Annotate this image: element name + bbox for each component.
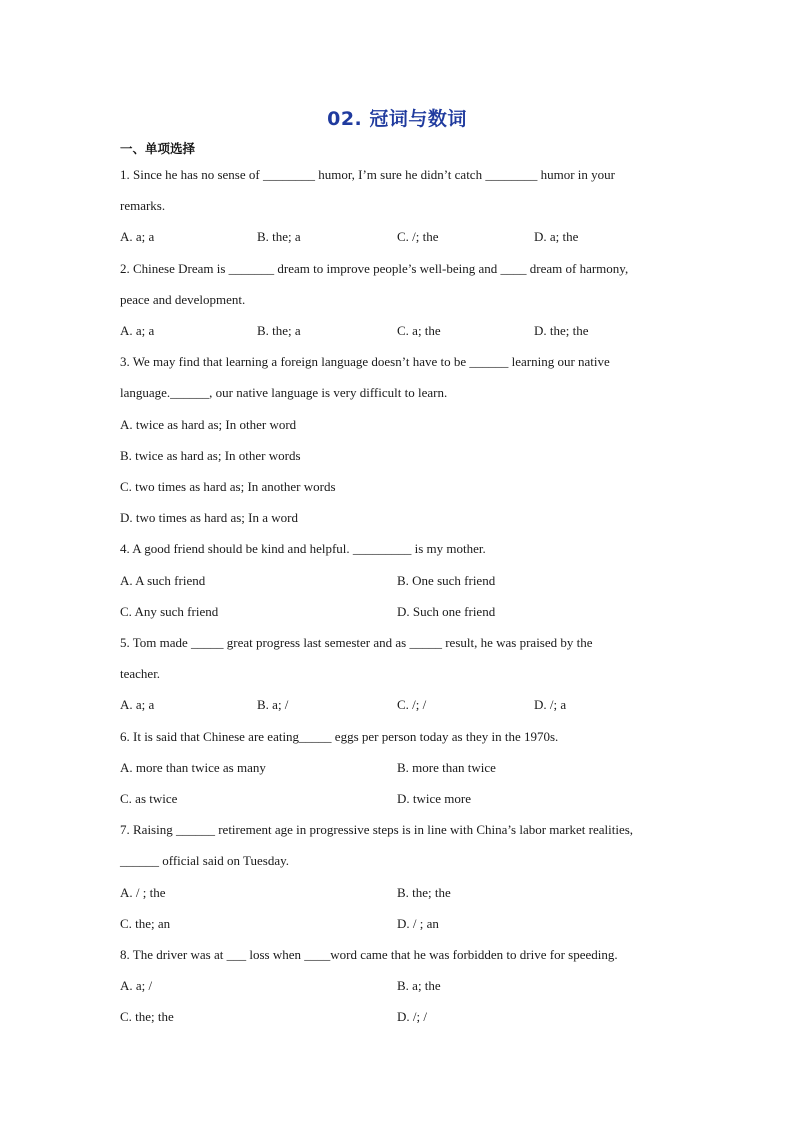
question-6-option-b: B. more than twice <box>397 760 496 775</box>
question-2-option-a: A. a; a <box>120 323 155 338</box>
question-5-line-2: teacher. <box>120 666 161 681</box>
question-7-line-2: ______ official said on Tuesday. <box>120 853 289 868</box>
question-7-option-b: B. the; the <box>397 885 451 900</box>
section-heading: 一、单项选择 <box>120 141 196 156</box>
question-7-option-d: D. / ; an <box>397 916 439 931</box>
question-7-option-a: A. / ; the <box>120 885 166 900</box>
question-2-option-c: C. a; the <box>397 323 441 338</box>
question-3-line-2: language.______, our native language is very difficult to learn. <box>120 385 448 400</box>
question-1-line-2: remarks. <box>120 198 166 213</box>
question-6-option-c: C. as twice <box>120 791 178 806</box>
question-2-option-d: D. the; the <box>534 323 589 338</box>
question-2-option-b: B. the; a <box>257 323 301 338</box>
question-5-option-c: C. /; / <box>397 697 427 712</box>
question-1-option-b: B. the; a <box>257 229 301 244</box>
question-5-option-d: D. /; a <box>534 697 567 712</box>
question-4-option-a: A. A such friend <box>120 573 206 588</box>
question-4-option-b: B. One such friend <box>397 573 496 588</box>
question-3-line-1: 3. We may find that learning a foreign language doesn’t have to be ______ learning our native <box>120 354 610 369</box>
question-1-option-c: C. /; the <box>397 229 439 244</box>
question-4-option-d: D. Such one friend <box>397 604 496 619</box>
question-1-line-1: 1. Since he has no sense of ________ humor, I’m sure he didn’t catch ________ humor in your <box>120 167 615 182</box>
question-4-line-1: 4. A good friend should be kind and helpful. _________ is my mother. <box>120 541 486 556</box>
question-2-line-1: 2. Chinese Dream is _______ dream to improve people’s well-being and ____ dream of harmony, <box>120 261 629 276</box>
question-8-option-d: D. /; / <box>397 1009 427 1024</box>
question-8-option-a: A. a; / <box>120 978 153 993</box>
question-3-option-b: B. twice as hard as; In other words <box>120 448 301 463</box>
page-title: 02. 冠词与数词 <box>327 108 467 130</box>
question-2-line-2: peace and development. <box>120 292 246 307</box>
question-6-option-a: A. more than twice as many <box>120 760 266 775</box>
question-8-line-1: 8. The driver was at ___ loss when ____word came that he was forbidden to drive for speeding. <box>120 947 618 962</box>
question-4-option-c: C. Any such friend <box>120 604 219 619</box>
question-6-option-d: D. twice more <box>397 791 472 806</box>
question-7-line-1: 7. Raising ______ retirement age in progressive steps is in line with China’s labor market realities, <box>120 822 634 837</box>
question-5-option-a: A. a; a <box>120 697 155 712</box>
question-1-option-d: D. a; the <box>534 229 579 244</box>
question-1-option-a: A. a; a <box>120 229 155 244</box>
question-3-option-c: C. two times as hard as; In another words <box>120 479 336 494</box>
question-6-line-1: 6. It is said that Chinese are eating_____ eggs per person today as they in the 1970s. <box>120 729 559 744</box>
question-3-option-d: D. two times as hard as; In a word <box>120 510 298 525</box>
question-5-line-1: 5. Tom made _____ great progress last semester and as _____ result, he was praised by the <box>120 635 593 650</box>
question-8-option-c: C. the; the <box>120 1009 174 1024</box>
question-3-option-a: A. twice as hard as; In other word <box>120 417 297 432</box>
question-8-option-b: B. a; the <box>397 978 441 993</box>
question-7-option-c: C. the; an <box>120 916 171 931</box>
question-5-option-b: B. a; / <box>257 697 289 712</box>
